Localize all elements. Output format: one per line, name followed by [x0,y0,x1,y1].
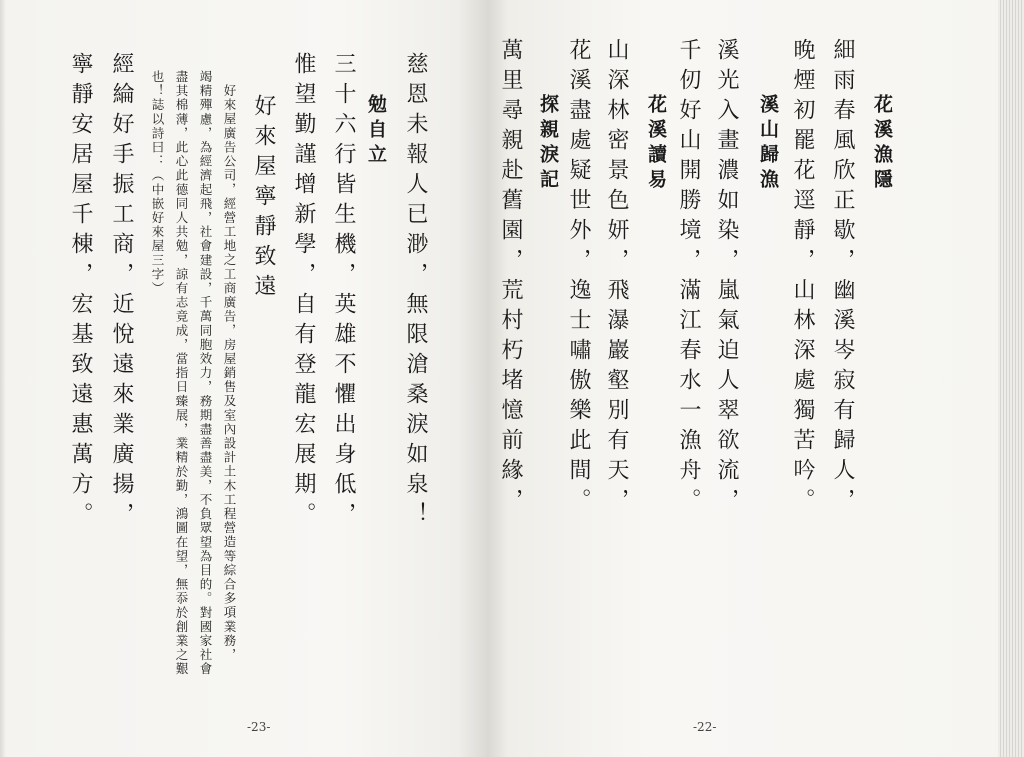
right-col-11: 萬里尋親赴舊園，荒村朽堵憶前緣， [498,38,523,518]
right-col-3: 晚煙初罷花逕靜，山林深處獨苦吟。 [790,38,815,518]
right-col-4-title: 溪山歸漁 [757,94,779,194]
left-col-11: 寧靜安居屋千棟，宏基致遠惠萬方。 [68,52,93,532]
left-col-4: 惟望勤謹增新學，自有登龍宏展期。 [291,52,316,532]
right-col-1-title: 花溪漁隱 [871,94,893,194]
page-edges [998,0,1024,757]
right-col-5: 溪光入畫濃如染，嵐氣迫人翠欲流， [714,38,739,518]
right-page-number: -22- [693,720,717,734]
left-col-8-small: 盡其棉薄，此心此德同人共勉，諒有志竟成，當指日臻展，業精於勤，鴻圖在望，無忝於創業之艱 [174,70,189,677]
left-col-1: 慈恩未報人已渺，無限滄桑淚如泉！ [403,52,428,532]
right-col-10-title: 探親淚記 [537,94,559,194]
left-col-7-small: 竭精殫慮，為經濟起飛，社會建設，千萬同胞效力，務期盡善盡美，不負眾望為目的。對國家社會 [198,70,213,677]
right-col-9: 花溪盡處疑世外，逸士嘯傲樂此間。 [566,38,591,518]
left-col-9-small: 也！誌以詩曰：（中嵌好來屋三字） [150,70,165,296]
right-col-8: 山深林密景色妍，飛瀑巖壑別有天， [604,38,629,518]
right-page [487,0,1024,757]
right-col-6: 千仞好山開勝境，滿江春水一漁舟。 [676,38,701,518]
left-page-number: -23- [247,720,271,734]
left-col-10: 經綸好手振工商，近悅遠來業廣揚， [109,52,134,532]
left-col-6-small: 好來屋廣告公司，經營工地之工商廣告，房屋銷售及室內設計土木工程營造等綜合多項業務， [222,84,237,663]
left-col-3: 三十六行皆生機，英雄不懼出身低， [331,52,356,532]
left-page [0,0,487,757]
left-page-edge [0,0,6,757]
right-col-7-title: 花溪讀易 [645,94,667,194]
left-col-5: 好來屋寧靜致遠 [251,94,276,304]
right-col-2: 細雨春風欣正歇，幽溪岑寂有歸人， [830,38,855,518]
left-col-2-title: 勉自立 [365,94,387,169]
